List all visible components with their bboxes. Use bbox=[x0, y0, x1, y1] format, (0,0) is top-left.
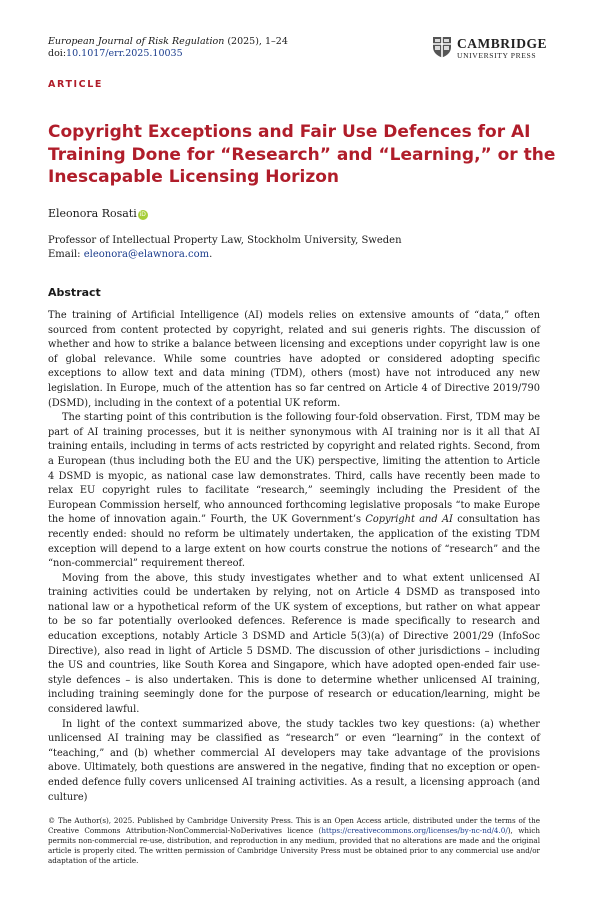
abstract-paragraph-1: The training of Artificial Intelligence (AI) models relies on extensive amounts of “data,” often sourced from content protected by copyright, related and sui generis rights. The discussion of whether and how to strike a balance between licensing and exceptions under copyright law is one of global relevance. While some countries have adopted or considered adopting specific exceptions to allow text and data mining (TDM), others (most) have not introduced any new legislation. In Europe, much of the attention has so far centred on Article 4 of Directive 2019/790 (DSMD), including in the context of a potential UK reform. bbox=[48, 310, 540, 409]
abstract-paragraph-3: Moving from the above, this study investigates whether and to what extent unlicensed AI training activities could be undertaken by relying, not on Article 4 DSMD as transposed into national law or a hypothetical reform of the UK system of exceptions, but rather on what appear to be so far potentially overlooked defences. Reference is made specifically to research and education exceptions, notably Article 3 DSMD and Article 5(3)(a) of Directive 2001/29 (InfoSoc Directive), also read in light of Article 5 DSMD. The discussion of other jurisdictions – including the US and countries, like South Korea and Singapore, which have adopted open-ended fair use-style defences – is also undertaken. This is done to determine whether unlicensed AI training, including training seemingly done for the purpose of research or education/learning, might be considered lawful. bbox=[48, 572, 540, 716]
email-label: Email: bbox=[48, 249, 84, 260]
author-line bbox=[48, 207, 148, 220]
email-link[interactable]: eleonora@elawnora.com bbox=[83, 249, 210, 260]
journal-meta: (2025), 1–24 bbox=[224, 36, 288, 47]
footer-text-b: ), which permits non-commercial re-use, distribution, and reproduction in any medium, provided that no alterations are made and the original article is properly cited. The written permission of Cambridge University Press must be obtained prior to any commercial use and/or adaptation of the article. bbox=[48, 826, 540, 865]
abstract-p2-emphasis: Copyright and AI bbox=[365, 514, 453, 526]
license-link[interactable]: https://creativecommons.org/licenses/by-nc-nd/4.0/ bbox=[321, 826, 508, 835]
cambridge-shield-icon bbox=[432, 36, 452, 58]
abstract-paragraph-2 bbox=[48, 411, 540, 572]
email-end: . bbox=[209, 249, 213, 260]
doi-prefix: doi: bbox=[48, 48, 67, 59]
journal-citation bbox=[48, 36, 288, 60]
doi-link[interactable]: 10.1017/err.2025.10035 bbox=[66, 48, 183, 59]
author-name: Eleonora Rosati bbox=[48, 207, 137, 220]
abstract-p2-part-a: The starting point of this contribution is the following four-fold observation. First, TDM may be part of AI training processes, but it is neither synonymous with AI training nor is it all that AI training entails, including in terms of acts restricted by copyright and related rights. Second, from a European (thus including both the EU and the UK) perspective, limiting the attention to Article 4 DSMD is myopic, as national case law demonstrates. Third, calls have recently been made to relax EU copyright rules to facilitate “research,” seemingly including the President of the European Commission herself, who announced forthcoming legislative proposals “to make Europe the home of innovation again.” Fourth, the UK Government’s bbox=[48, 412, 540, 526]
publisher-logo bbox=[432, 36, 548, 60]
orcid-icon[interactable]: iD bbox=[139, 211, 146, 218]
footer-text-a: © The Author(s), 2025. Published by Cambridge University Press. This is an Open Access article, distributed under the terms of the Creative Commons Attribution-NonCommercial-NoDerivatives licence ( bbox=[48, 816, 540, 835]
license-footnote bbox=[48, 816, 540, 866]
affiliation-block bbox=[48, 234, 402, 262]
article-title: Copyright Exceptions and Fair Use Defences for AI Training Done for “Research” and “Learning,” or the Inescapable Licensing Horizon bbox=[48, 122, 556, 187]
publisher-subtitle: UNIVERSITY PRESS bbox=[457, 51, 537, 60]
abstract-p2-part-b: consultation has recently ended: should no reform be ultimately undertaken, the application of the existing TDM exception will depend to a large extent on how courts construe the notions of “research” and the “non-commercial” requirement thereof. bbox=[48, 514, 540, 570]
email-line bbox=[48, 248, 402, 262]
abstract-body bbox=[48, 309, 540, 805]
abstract-heading: Abstract bbox=[48, 286, 101, 299]
publisher-name: CAMBRIDGE bbox=[457, 36, 548, 51]
journal-name: European Journal of Risk Regulation bbox=[48, 36, 225, 47]
doi-line bbox=[48, 48, 288, 60]
article-type-label: ARTICLE bbox=[48, 79, 103, 90]
abstract-paragraph-4: In light of the context summarized above, the study tackles two key questions: (a) whether unlicensed AI training may be classified as “research” or even “learning” in the context of “teaching,” and (b) whether commercial AI developers may take advantage of the provisions above. Ultimately, both questions are answered in the negative, finding that no exception or open-ended defence fully covers unlicensed AI training activities. As a result, a licensing approach (and culture) bbox=[48, 718, 540, 803]
affiliation-line: Professor of Intellectual Property Law, Stockholm University, Sweden bbox=[48, 235, 402, 246]
